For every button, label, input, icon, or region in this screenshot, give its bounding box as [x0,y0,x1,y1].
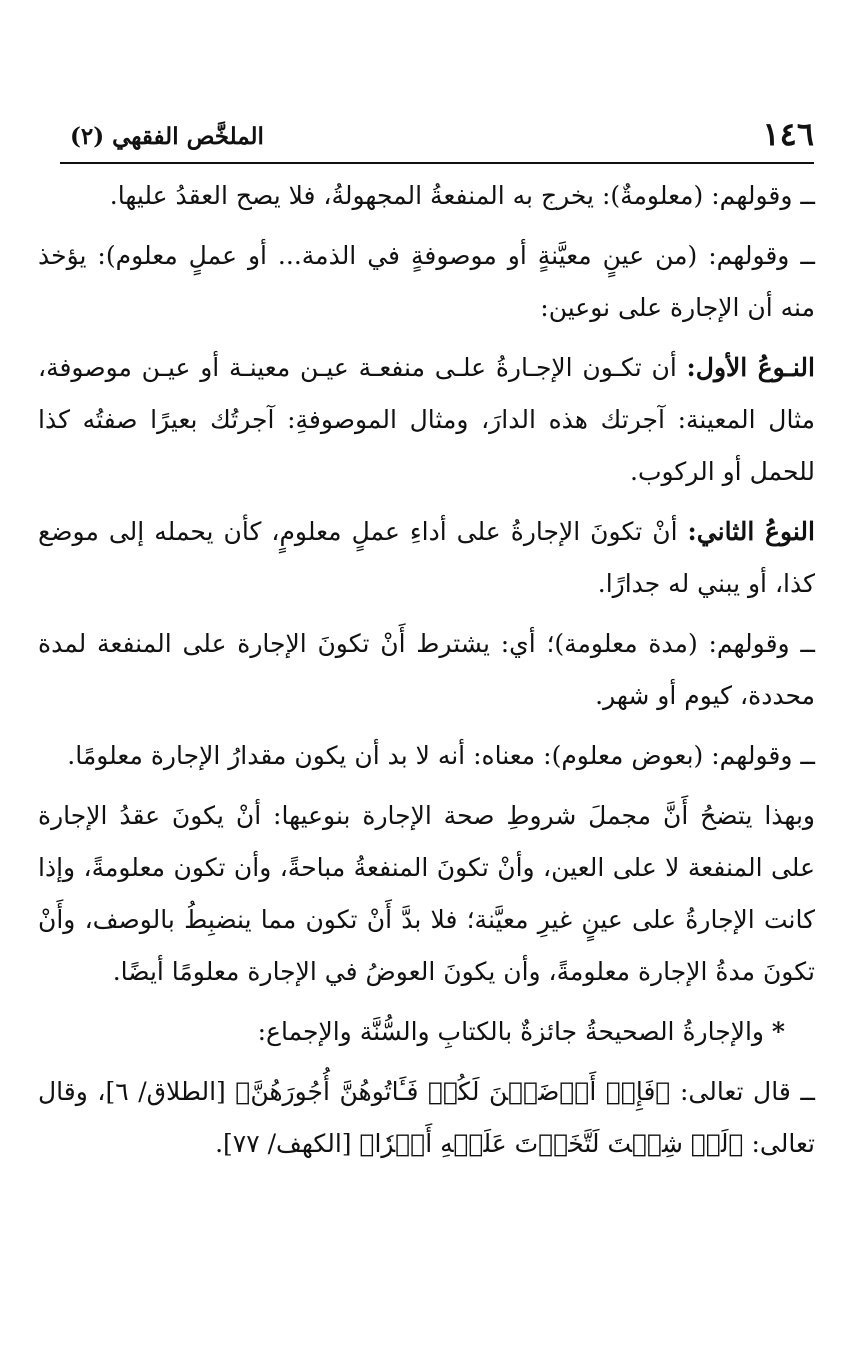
paragraph: ــ قال تعالى: ﴿فَإِنۡ أَرۡضَعۡنَ لَكُمۡ فَـَٔاتُوهُنَّ أُجُورَهُنَّ﴾ [الطلاق/ ٦]، وقال تعالى: ﴿لَوۡ شِئۡتَ لَتَّخَذۡتَ عَلَيۡهِ أَجۡرٗا﴾ [الكهف/ ٧٧]. [38,1077,816,1158]
paragraph-lead: النـوعُ الأول: [686,353,815,382]
paragraph: ــ وقولهم: (مدة معلومة)؛ أي: يشترط أَنْ تكونَ الإجارة على المنفعة لمدة محددة، كيوم أو شهر. [38,629,815,710]
paragraph-text: أن تكـون الإجـارةُ علـى منفعـة عيـن معينـة أو عيـن موصوفة، مثال المعينة: آجرتك هذه الدارَ، ومثال الموصوفةِ: آجرتُك بعيرًا صفتُه كذا للحمل أو الركوب. [38,353,815,486]
paragraph [38,1006,815,1058]
asterisk-marker: * [771,1017,785,1046]
page-number: ١٤٦ [762,115,814,153]
paragraph-text: والإجارةُ الصحيحةُ جائزةٌ بالكتابِ والسُّنَّة والإجماع: [257,1017,772,1046]
page-body [38,170,815,1178]
paragraph-text: أنْ تكونَ الإجارةُ على أداءِ عملٍ معلومٍ، كأن يحمله إلى موضع كذا، أو يبني له جدارًا. [38,517,815,598]
paragraph [38,342,815,498]
paragraph: ــ وقولهم: (بعوض معلوم): معناه: أنه لا بد أن يكون مقدارُ الإجارة معلومًا. [67,741,815,770]
paragraph: ــ وقولهم: (من عينٍ معيَّنةٍ أو موصوفةٍ في الذمة... أو عملٍ معلوم): يؤخذ منه أن الإجارة على نوعين: [38,241,815,322]
page-header [60,112,814,164]
paragraph: ــ وقولهم: (معلومةٌ): يخرج به المنفعةُ المجهولةُ، فلا يصح العقدُ عليها. [109,181,815,210]
paragraph: وبهذا يتضحُ أَنَّ مجملَ شروطِ صحة الإجارة بنوعيها: أنْ يكونَ عقدُ الإجارة على المنفعة لا على العين، وأنْ تكونَ المنفعةُ مباحةً، وأن تكون معلومةً، وإذا كانت الإجارةُ على عينٍ غيرِ معيَّنة؛ فلا بدَّ أَنْ تكون مما ينضبِطُ بالوصف، وأَنْ تكونَ مدةُ الإجارة معلومةً، وأن يكونَ العوضُ في الإجارة معلومًا أيضًا. [38,801,815,986]
running-title: الملخَّص الفقهي (٢) [70,123,264,150]
paragraph-lead: النوعُ الثاني: [687,517,815,546]
paragraph [38,506,815,610]
